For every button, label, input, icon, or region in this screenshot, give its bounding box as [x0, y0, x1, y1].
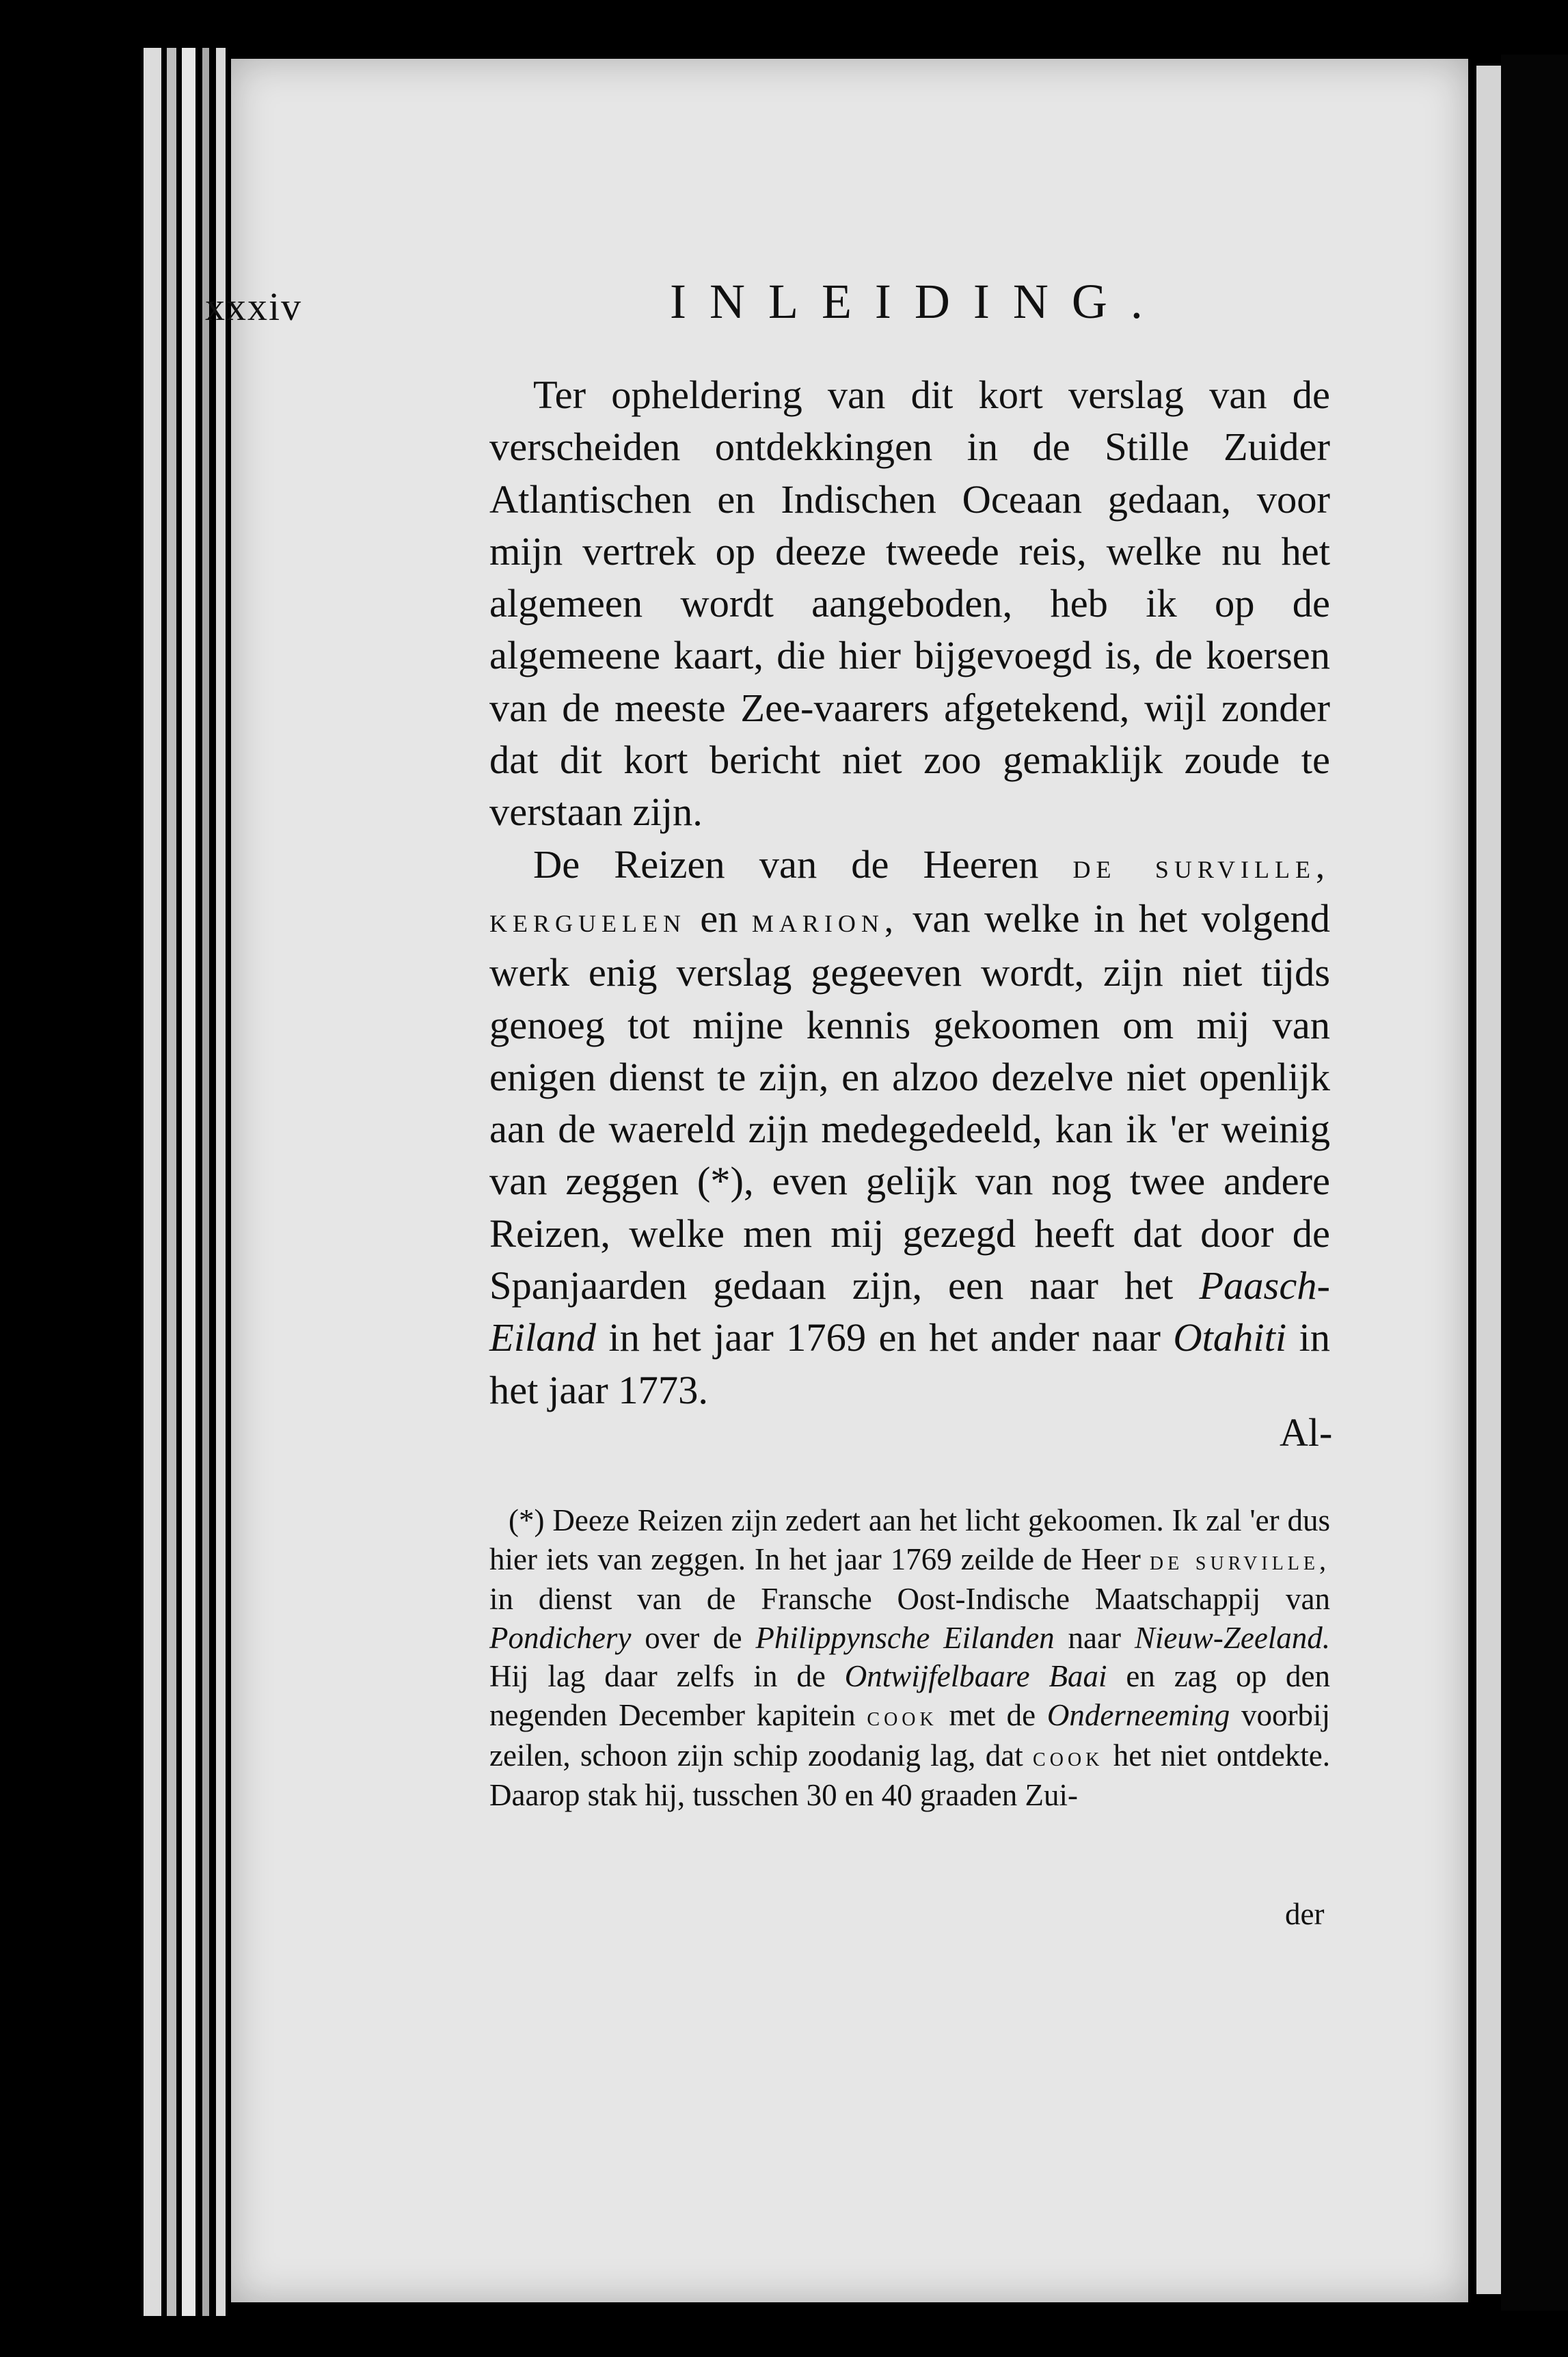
- text-run: van welke in het volgend werk enig verslag gegeeven wordt, zijn niet tijds genoeg tot mijne kennis gekoomen om mij van enigen dienst te zijn, en alzoo dezelve niet openlijk aan de waereld zijn medegedeeld, kan ik 'er weinig van zeggen (*), even gelijk van nog twee andere Reizen, welke men mij gezegd heeft dat door de Spanjaarden gedaan zijn, een naar het: [489, 895, 1331, 1308]
- small-caps-name: cook: [1033, 1740, 1104, 1772]
- text-run: en: [700, 895, 738, 941]
- italic-place: Pondichery: [489, 1620, 632, 1655]
- text-run: over de: [645, 1620, 742, 1655]
- small-caps-name: de surville,: [1072, 846, 1331, 886]
- small-caps-name: marion,: [751, 900, 899, 940]
- main-text: [489, 369, 1330, 1416]
- running-title: INLEIDING.: [670, 274, 1166, 329]
- page-edge-right: [1476, 66, 1501, 2294]
- text-run: Hij lag daar zelfs in de: [489, 1659, 826, 1694]
- text-run: in het jaar 1773.: [489, 1315, 1331, 1412]
- bound-page-edge: [182, 48, 195, 2316]
- small-caps-name: de surville,: [1149, 1544, 1331, 1576]
- bound-page-edge: [216, 48, 226, 2316]
- catchword: Al-: [1280, 1410, 1333, 1455]
- text-run: voorbij zeilen, schoon zijn schip zoodanig lag, dat: [489, 1697, 1331, 1773]
- text-run: De Reizen van de Heeren: [533, 841, 1039, 887]
- bound-page-edge: [144, 48, 161, 2316]
- bound-page-edge: [202, 48, 209, 2316]
- text-run: met de: [949, 1697, 1036, 1732]
- page-number: xxxiv: [205, 284, 303, 329]
- paragraph-1: Ter opheldering van dit kort verslag van de verscheiden ontdekkingen in de Stille Zuider Atlantischen en Indischen Oceaan gedaan, voor mijn vertrek op deeze tweede reis, welke nu het algemeen wordt aangeboden, heb ik op de algemeene kaart, die hier bijgevoegd is, de koersen van de meeste Zee-vaarers afgetekend, wijl zonder dat dit kort bericht niet zoo gemaklijk zoude te verstaan zijn.: [489, 373, 1330, 835]
- footnote: [489, 1501, 1330, 1815]
- italic-ship: Onderneeming: [1046, 1697, 1230, 1732]
- italic-place: Otahiti: [1173, 1315, 1287, 1360]
- paragraph-2: [489, 839, 1330, 1416]
- italic-place: Ontwijfelbaare Baai: [844, 1659, 1107, 1694]
- footnote-catchword: der: [1285, 1897, 1325, 1931]
- italic-place: Nieuw-Zeeland.: [1134, 1620, 1331, 1655]
- text-run: in het jaar 1769 en het ander naar: [608, 1315, 1161, 1360]
- italic-place: Philippynsche Eilanden: [755, 1620, 1055, 1655]
- small-caps-name: kerguelen: [489, 900, 686, 940]
- text-run: en zag op den negenden December kapitein: [489, 1659, 1330, 1732]
- italic-place: Paasch-Eiland: [489, 1263, 1331, 1360]
- text-run: (*) Deeze Reizen zijn zedert aan het licht gekoomen. Ik zal 'er dus hier iets van zeggen. In het jaar 1769 zeilde de Heer: [489, 1503, 1330, 1576]
- scan-border-right: [1501, 55, 1568, 2311]
- bound-page-edge: [167, 48, 176, 2316]
- text-run: in dienst van de Fransche Oost-Indische Maatschappij van: [489, 1582, 1330, 1617]
- footnote-text: [489, 1501, 1330, 1815]
- text-run: naar: [1068, 1620, 1121, 1655]
- text-run: het niet ontdekte. Daarop stak hij, tusschen 30 en 40 graaden Zui-: [489, 1738, 1331, 1813]
- small-caps-name: cook: [867, 1700, 938, 1732]
